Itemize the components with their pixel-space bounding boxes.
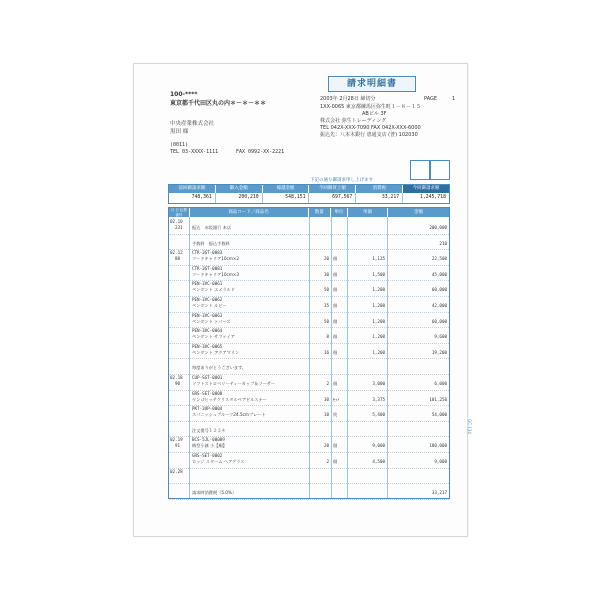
row-unit-price: 3,375 bbox=[372, 396, 385, 402]
page-label: PAGE bbox=[424, 96, 438, 102]
row-quantity: 20 bbox=[323, 443, 329, 449]
row-unit-price: 4,500 bbox=[372, 459, 385, 464]
row-product-name: ペンダント アクアマリン bbox=[192, 349, 240, 355]
row-unit-price: 1,500 bbox=[372, 271, 385, 277]
row-product-name: 梅型小鉢 小【桐】 bbox=[192, 443, 227, 449]
row-amount: 200,000 bbox=[429, 225, 447, 230]
row-date: 02.18 bbox=[170, 375, 183, 380]
row-product-name: 請求時消費税（5.0%） bbox=[192, 490, 237, 496]
row-date: 02.19 bbox=[170, 437, 183, 443]
row-amount: 9,600 bbox=[434, 334, 447, 340]
recipient-person: 黒田 様 bbox=[170, 129, 189, 135]
summary-value-cell: 200,210 bbox=[216, 193, 263, 203]
header-qty: 数量 bbox=[309, 208, 332, 217]
row-product-code: CTR-3GT-0083 bbox=[192, 250, 223, 256]
table-row bbox=[169, 312, 449, 329]
seal-box-1 bbox=[410, 160, 430, 180]
row-product-code: PKT-3UP-0004 bbox=[192, 406, 223, 412]
closing-date: 2003年 2月28日 締切分 bbox=[320, 96, 376, 102]
row-amount: 54,000 bbox=[431, 412, 447, 418]
table-row bbox=[169, 218, 449, 235]
row-slip: 88 bbox=[175, 256, 181, 262]
sender-bank: 振込先：八本木銀行 恵通支店 (普) 102030 bbox=[320, 132, 418, 138]
row-product-name: 毎度ありがとうございます。 bbox=[192, 365, 247, 371]
detail-table bbox=[168, 207, 450, 499]
row-quantity: 50 bbox=[323, 318, 329, 324]
row-quantity: 10 bbox=[323, 412, 329, 418]
row-amount: 33,217 bbox=[431, 490, 447, 496]
recipient-address: 東京都千代田区丸の内＊－＊－＊＊ bbox=[170, 100, 267, 107]
row-unit-price: 1,200 bbox=[372, 334, 385, 340]
row-unit-price: 1,125 bbox=[372, 256, 385, 262]
row-product-name: 手数料 振込手数料 bbox=[192, 240, 230, 246]
table-row bbox=[169, 358, 449, 375]
table-row bbox=[169, 280, 449, 297]
seal-box-2 bbox=[430, 160, 450, 180]
summary-value-cell: 697,567 bbox=[309, 193, 356, 203]
row-product-code: GRS-SET-0002 bbox=[192, 453, 223, 458]
row-unit-price: 1,200 bbox=[372, 287, 385, 293]
row-product-name: フードキャリア10cm×3 bbox=[192, 271, 240, 277]
row-unit-price: 1,200 bbox=[372, 303, 385, 308]
table-row bbox=[169, 234, 449, 251]
summary-value-cell: 748,361 bbox=[169, 193, 216, 203]
invoice-sheet bbox=[133, 63, 473, 537]
table-row bbox=[169, 421, 449, 438]
header-price: 単価 bbox=[348, 208, 388, 217]
summary-header-cell: 前回御請求額 bbox=[169, 185, 216, 193]
row-product-name: ペンダント ルビー bbox=[192, 303, 227, 308]
header-unit: 単位 bbox=[331, 208, 348, 217]
row-unit-price: 9,000 bbox=[372, 443, 385, 449]
row-amount: 42,000 bbox=[431, 303, 447, 308]
header-amount: 金額 bbox=[414, 210, 424, 215]
row-product-code: GRS-SET-0008 bbox=[192, 390, 223, 396]
summary-value-cell: 1,245,718 bbox=[419, 195, 446, 200]
table-row bbox=[169, 405, 449, 422]
row-product-name: ペンダント サファイア bbox=[192, 334, 235, 340]
row-unit: 個 bbox=[333, 256, 338, 262]
row-product-code: CTR-3GT-0081 bbox=[192, 265, 223, 271]
summary-header-cell: 御入金額 bbox=[216, 185, 263, 193]
row-product-name: フードキャリア10cm×2 bbox=[192, 256, 240, 262]
row-quantity: 30 bbox=[323, 396, 329, 402]
row-amount: 180,000 bbox=[429, 443, 447, 449]
row-slip: 231 bbox=[175, 225, 183, 230]
row-unit: 個 bbox=[333, 443, 338, 449]
row-amount: 60,000 bbox=[431, 318, 447, 324]
row-product-code: CUP-SGT-0001 bbox=[192, 375, 223, 380]
row-date: 02.10 bbox=[170, 219, 183, 224]
page-number: 1 bbox=[452, 96, 456, 102]
table-row bbox=[169, 374, 449, 391]
row-unit-price: 1,200 bbox=[372, 318, 385, 324]
recipient-fax: FAX 0992-XX-2221 bbox=[236, 149, 285, 155]
row-product-name: ソフトストロベリーティーカップ＆ソーサー bbox=[192, 381, 276, 386]
row-amount: 101,250 bbox=[429, 396, 447, 402]
row-product-code: PEN-3VC-0062 bbox=[192, 297, 223, 302]
row-slip: 91 bbox=[175, 443, 181, 449]
row-date: 02.28 bbox=[170, 468, 183, 474]
row-unit: 個 bbox=[333, 271, 338, 277]
table-row bbox=[169, 436, 449, 453]
row-product-code: BCS-5JL-00009 bbox=[192, 437, 225, 443]
row-unit-price: 3,000 bbox=[372, 381, 385, 386]
form-title: 請求明細書 bbox=[328, 76, 416, 92]
sender-building: ABビル 3F bbox=[362, 111, 387, 117]
table-row bbox=[169, 327, 449, 344]
row-amount: 210 bbox=[439, 240, 447, 246]
row-product-code: PEN-3VC-0064 bbox=[192, 328, 223, 334]
row-slip: 90 bbox=[175, 381, 181, 386]
row-unit: 個 bbox=[333, 334, 338, 340]
row-unit: 枚 bbox=[333, 412, 338, 418]
table-row bbox=[169, 296, 449, 313]
recipient-tel: TEL 03-XXXX-1111 bbox=[170, 149, 219, 155]
table-row bbox=[169, 265, 449, 282]
row-quantity: 35 bbox=[323, 303, 329, 308]
row-quantity: 50 bbox=[323, 287, 329, 293]
header-name: 商品コード／商品名 bbox=[190, 208, 309, 217]
table-row bbox=[169, 343, 449, 360]
row-unit: 個 bbox=[333, 287, 338, 293]
recipient-code: (0011) bbox=[170, 142, 189, 148]
row-product-name: ヤンゴヒッテクリスタルペアビルスナー bbox=[192, 396, 267, 402]
row-quantity: 30 bbox=[323, 271, 329, 277]
row-product-name: スパニッシュプルーツ24.5cmプレート bbox=[192, 412, 266, 418]
form-code: GC 134 bbox=[467, 419, 473, 434]
sender-address: 1XX-0065 東京都練馬区弥生町１－８－１５ bbox=[320, 104, 421, 110]
summary-header-cell: 今回御買上額 bbox=[309, 185, 356, 193]
row-quantity: 20 bbox=[323, 256, 329, 262]
row-unit: ｾｯﾄ bbox=[333, 396, 340, 402]
row-amount: 60,000 bbox=[431, 287, 447, 293]
summary-header-cell: 消費税 bbox=[356, 185, 403, 193]
summary-header-cell: 今回御請求額 bbox=[403, 185, 449, 193]
row-unit-price: 5,400 bbox=[372, 412, 385, 418]
row-date: 02.12 bbox=[170, 250, 183, 256]
row-product-name: 注文番号１２３４ bbox=[192, 427, 226, 433]
row-product-code: PEN-3VC-0061 bbox=[192, 281, 223, 287]
summary-header-cell: 繰越金額 bbox=[263, 185, 310, 193]
row-amount: 19,200 bbox=[431, 349, 447, 355]
summary-value-cell: 548,151 bbox=[263, 193, 310, 203]
row-product-name: ロッジ スターム ヘアグラス bbox=[192, 459, 245, 464]
row-unit: 個 bbox=[333, 303, 338, 308]
row-product-code: PEN-3VC-0065 bbox=[192, 343, 223, 349]
table-row bbox=[169, 452, 449, 469]
row-unit: 個 bbox=[333, 349, 338, 355]
row-amount: 6,000 bbox=[434, 381, 447, 386]
sender-phone: TEL 042X-XXX-7090 FAX 042X-XXX-6000 bbox=[320, 125, 421, 131]
row-quantity: 2 bbox=[326, 381, 329, 386]
row-amount: 45,000 bbox=[431, 271, 447, 277]
row-quantity: 2 bbox=[326, 459, 329, 464]
sender-company: 株式会社 弥生トレーディング bbox=[320, 118, 387, 124]
row-product-name: ペンダント トパーズ bbox=[192, 318, 231, 324]
row-product-name: ペンダント エメラルド bbox=[192, 287, 235, 293]
summary-value-row bbox=[169, 193, 449, 203]
table-row bbox=[169, 249, 449, 266]
recipient-postal: 100-**** bbox=[170, 91, 198, 98]
summary-value-cell: 33,217 bbox=[356, 193, 403, 203]
row-product-name: 振込 赤坂銀行 本店 bbox=[192, 225, 232, 230]
row-unit: 個 bbox=[333, 318, 338, 324]
row-quantity: 8 bbox=[326, 334, 329, 340]
summary-header-row bbox=[169, 185, 449, 193]
row-product-code: PEN-3VC-0063 bbox=[192, 312, 223, 318]
row-quantity: 16 bbox=[323, 349, 329, 355]
table-row bbox=[169, 390, 449, 407]
header-date: 月 日 伝票番号 bbox=[169, 208, 190, 217]
table-row bbox=[169, 468, 449, 485]
billing-note: 下記の通り御請求申し上げます bbox=[310, 178, 373, 183]
detail-header-row bbox=[169, 208, 449, 217]
row-unit: 個 bbox=[333, 459, 338, 464]
summary-table bbox=[168, 184, 450, 204]
row-unit: 個 bbox=[333, 381, 338, 386]
table-row bbox=[169, 483, 449, 500]
row-amount: 9,000 bbox=[434, 459, 447, 464]
row-amount: 22,500 bbox=[431, 256, 447, 262]
recipient-company: 中央産業株式会社 bbox=[170, 121, 215, 127]
row-unit-price: 1,200 bbox=[372, 349, 385, 355]
